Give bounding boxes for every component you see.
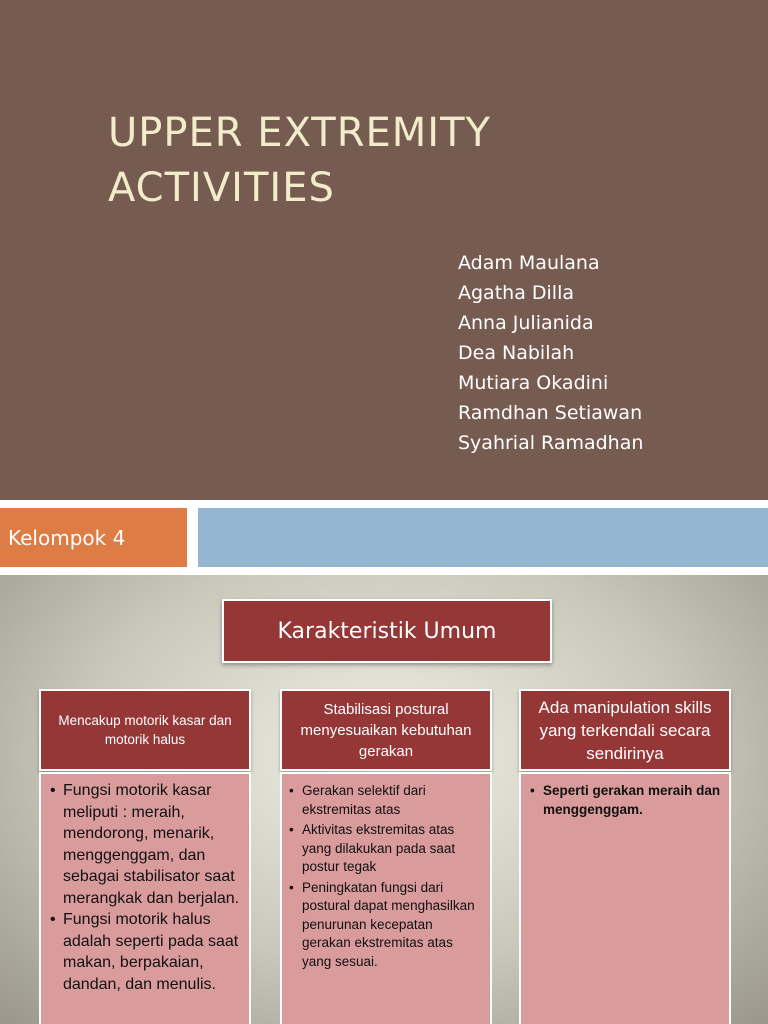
group-label-bar <box>0 508 187 567</box>
column-body-stabilisasi <box>280 772 492 1024</box>
bullet-item: • Fungsi motorik kasar meliputi : meraih, mendorong, menarik, menggenggam, dan sebagai stabilisator saat merangkak dan berjalan. <box>47 780 243 909</box>
slide-title-line-2: ACTIVITIES <box>108 165 335 211</box>
column-body-motorik <box>39 772 251 1024</box>
bullet-item: • Seperti gerakan meraih dan menggenggam. <box>527 782 723 819</box>
column-heading-text: Stabilisasi postural menyesuaikan kebutuhan gerakan <box>300 700 472 760</box>
bullet-item: • Peningkatan fungsi dari postural dapat menghasilkan penurunan kecepatan gerakan ekstremitas atas yang sesuai. <box>286 879 484 972</box>
bullet-item: • Fungsi motorik halus adalah seperti pada saat makan, berpakaian, dandan, dan menulis. <box>47 909 243 995</box>
accent-bar <box>198 508 768 567</box>
member-name: Agatha Dilla <box>458 282 574 304</box>
group-label: Kelompok 4 <box>8 525 126 550</box>
member-name: Ramdhan Setiawan <box>458 402 643 424</box>
bullet-list <box>41 774 249 995</box>
column-heading-text: Ada manipulation skills yang terkendali secara sendirinya <box>538 697 712 763</box>
member-name: Syahrial Ramadhan <box>458 432 644 454</box>
bullet-list <box>521 774 729 819</box>
bullet-item: • Gerakan selektif dari ekstremitas atas <box>286 782 484 819</box>
bullet-item: • Aktivitas ekstremitas atas yang dilakukan pada saat postur tegak <box>286 821 484 877</box>
content-slide <box>0 575 768 1024</box>
column-heading-stabilisasi <box>280 689 492 771</box>
column-heading-text: Mencakup motorik kasar dan motorik halus <box>58 713 232 747</box>
column-body-manipulation <box>519 772 731 1024</box>
slide-title <box>108 106 708 216</box>
member-list <box>458 248 758 458</box>
section-header-text: Karakteristik Umum <box>277 618 497 644</box>
member-name: Dea Nabilah <box>458 342 575 364</box>
member-name: Anna Julianida <box>458 312 594 334</box>
section-header <box>222 599 552 663</box>
member-name: Adam Maulana <box>458 252 600 274</box>
slide-title-line-1: UPPER EXTREMITY <box>108 110 491 156</box>
column-heading-motorik <box>39 689 251 771</box>
member-name: Mutiara Okadini <box>458 372 609 394</box>
column-heading-manipulation <box>519 689 731 771</box>
bullet-list <box>282 774 490 971</box>
title-slide <box>0 0 768 500</box>
